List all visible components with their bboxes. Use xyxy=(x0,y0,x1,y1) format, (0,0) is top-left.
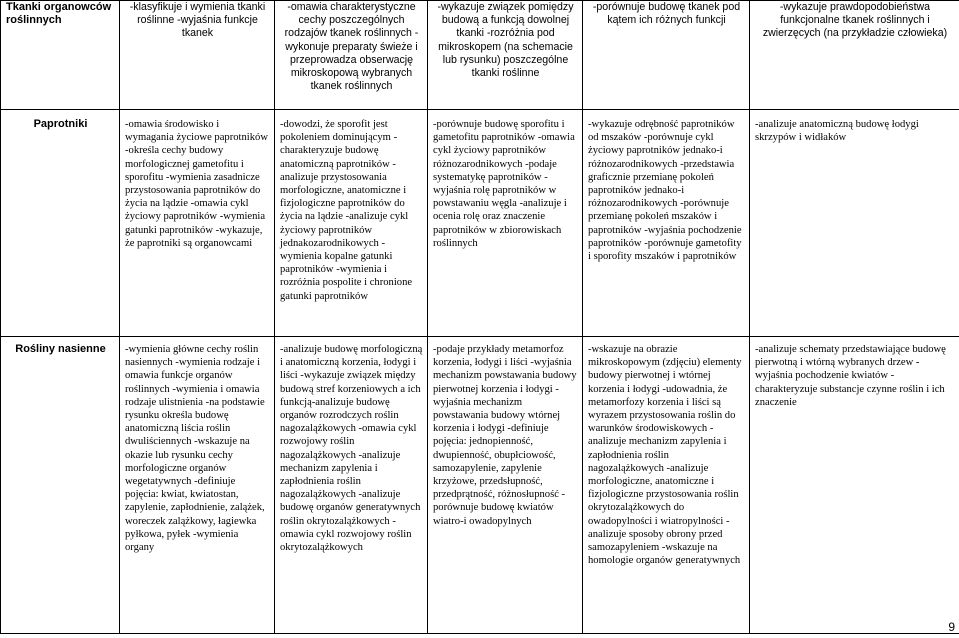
cell-text: -analizuje anatomiczną budowę łodygi skrzypów i widłaków xyxy=(755,119,919,144)
cell-text: -omawia środowisko i wymagania życiowe paprotników -określa cechy budowy morfologicznej gametofitu i sporofitu -wymienia zasadnicze przystosowania paprotników do życia na lądzie -omawia cykl życiowy paprotników -wymienia gatunki paprotników -wykazuje, że paprotniki są organowcami xyxy=(125,119,268,249)
table-cell xyxy=(275,1,428,110)
table-cell xyxy=(275,337,428,634)
table-cell xyxy=(583,110,750,337)
table-cell xyxy=(583,1,750,110)
table-cell xyxy=(750,110,959,337)
table-cell xyxy=(750,337,959,634)
table-cell xyxy=(428,337,583,634)
table-row-tkanki xyxy=(1,1,959,110)
cell-text: -wymienia główne cechy roślin nasiennych -wymienia rodzaje i omawia funkcje organów roślinnych -wymienia i omawia rodzaje ulistnienia -na podstawie rysunku określa budowę anatomiczną liścia roślin dwuliściennych -wskazuje na okazie lub rysunku cechy morfologiczne organów wegetatywnych -definiuje pojęcia: kwiat, kwiatostan, zapylenie, zapłodnienie, zalążek, woreczek zalążkowy, łagiewka pyłkowa, pyłek -wymienia organy xyxy=(125,344,265,554)
cell-text: -podaje przykłady metamorfoz korzenia, łodygi i liści -wyjaśnia mechanizm powstawania budowy pierwotnej korzenia i łodygi -wyjaśnia mechanizm powstawania budowy wtórnej korzenia i łodygi -definiuje pojęcia: jednopienność, dwupienność, obupłciowość, samozapylenie, zapylenie krzyżowe, przedsłupność, przedprątność, różnosłupność -porównuje budowę kwiatów wiatro-i owadopylnych xyxy=(433,344,577,527)
cell-text: -porównuje budowę tkanek pod kątem ich różnych funkcji xyxy=(592,1,741,27)
table-cell xyxy=(120,1,275,110)
table-cell xyxy=(275,110,428,337)
row-category: Tkanki organowców roślinnych xyxy=(6,1,112,27)
table-cell xyxy=(428,1,583,110)
table-row-paprotniki xyxy=(1,110,959,337)
table-cell xyxy=(120,110,275,337)
table-cell xyxy=(583,337,750,634)
cell-text: -dowodzi, że sporofit jest pokoleniem dominującym -charakteryzuje budowę anatomiczną paprotników -analizuje przystosowania morfologiczne, anatomiczne i fizjologiczne paprotników do życia na lądzie -analizuje cykl życiowy paprotników jednakozarodnikowych -wymienia kopalne gatunki paprotników -wymienia i rozróżnia pospolite i chronione gatunki paprotników xyxy=(280,119,413,302)
page-number: 9 xyxy=(948,620,955,634)
cell-text: -analizuje budowę morfologiczną i anatomiczną korzenia, łodygi i liści -wykazuje związek między budową stref korzeniowych a ich funkcją-analizuje budowę organów rozrodczych roślin nagozalążkowych -omawia cykl rozwojowy roślin nagozalążkowych -analizuje mechanizm zapylenia i zapłodnienia roślin nagozalążkowych -analizuje budowę organów generatywnych roślin okrytozalążkowych -omawia cykl rozwojowy roślin okrytozalążkowych xyxy=(280,344,423,554)
cell-text: -omawia charakterystyczne cechy poszczególnych rodzajów tkanek roślinnych -wykonuje preparaty świeże i przeprowadza obserwację mikroskopową wybranych tkanek roślinnych xyxy=(284,1,419,93)
cell-text: -klasyfikuje i wymienia tkanki roślinne -wyjaśnia funkcje tkanek xyxy=(129,1,266,40)
row-category: Paprotniki xyxy=(33,118,88,130)
row-category: Rośliny nasienne xyxy=(15,343,106,355)
cell-text: -wykazuje związek pomiędzy budową a funkcją dowolnej tkanki -rozróżnia pod mikroskopem (na schemacie lub rysunku) poszczególne tkanki roślinne xyxy=(437,1,574,80)
cell-text: -wskazuje na obrazie mikroskopowym (zdjęciu) elementy budowy pierwotnej i wtórnej korzenia i łodygi -udowadnia, że metamorfozy korzenia i liści są wyrazem przystosowania roślin do warunków środowiskowych -analizuje mechanizm zapylenia i zapłodnienia roślin nagozalążkowych -analizuje morfologiczne, anatomiczne i fizjologiczne przystosowania roślin okrytozalążkowych do owadopylności i wiatropylności -analizuje sposoby obrony przed samozapyleniem -wskazuje na homologie organów generatywnych xyxy=(588,344,742,567)
table-cell xyxy=(120,337,275,634)
table-cell xyxy=(428,110,583,337)
table-row-rosliny-nasienne xyxy=(1,337,959,634)
cell-text: -analizuje schematy przedstawiające budowę pierwotną i wtórną wybranych drzew -wyjaśnia pochodzenie kwiatów -charakteryzuje substancje czynne roślin i ich znaczenie xyxy=(755,344,946,408)
cell-text: -wykazuje prawdopodobieństwa funkcjonalne tkanek roślinnych i zwierzęcych (na przykładzie człowieka) xyxy=(762,1,948,40)
row-category-cell xyxy=(1,110,120,337)
table-cell xyxy=(750,1,959,110)
row-category-cell xyxy=(1,1,120,110)
cell-text: -wykazuje odrębność paprotników od mszaków -porównuje cykl życiowy paprotników jednako-i różnozarodnikowych -przedstawia graficznie przemianę pokoleń paprotników jednako-i różnozarodnikowych -porównuje przemianę pokoleń mszaków i paprotników -wyjaśnia pochodzenie paprotników -porównuje gametofity i sporofity mszaków i paprotników xyxy=(588,119,742,263)
cell-text: -porównuje budowę sporofitu i gametofitu paprotników -omawia cykl życiowy paprotników różnozarodnikowych -podaje systematykę paprotników -wyjaśnia rolę paprotników w powstawaniu węgla -analizuje i ocenia rolę oraz znaczenie paprotników w zbiorowiskach roślinnych xyxy=(433,119,575,249)
row-category-cell xyxy=(1,337,120,634)
